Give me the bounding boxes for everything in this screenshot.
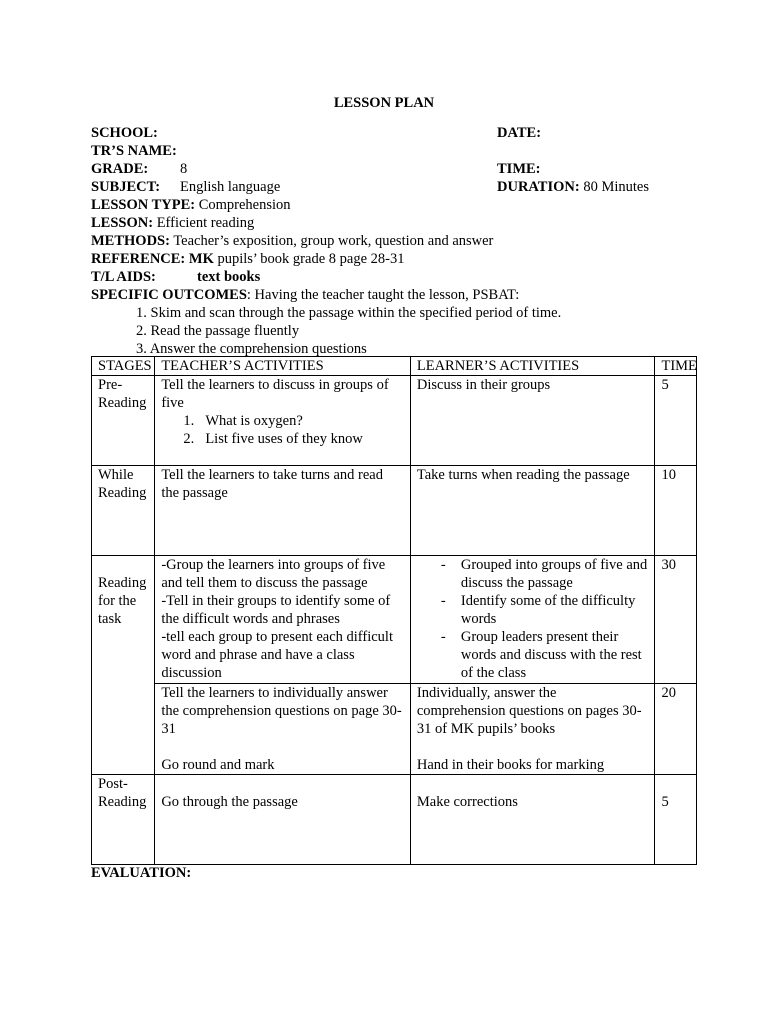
reference-label: REFERENCE: xyxy=(91,251,186,267)
question-item: 1. What is oxygen? xyxy=(183,412,404,430)
date-label: DATE: xyxy=(497,125,542,141)
time-cell: 5 xyxy=(655,376,697,466)
duration-field xyxy=(497,178,649,196)
subject-row xyxy=(91,178,711,196)
learner-list xyxy=(417,556,649,682)
lesson-value: Efficient reading xyxy=(156,215,255,231)
methods-row xyxy=(91,232,711,250)
duration-label: DURATION: xyxy=(497,179,580,195)
table-row-post-reading xyxy=(92,775,697,865)
reference-row xyxy=(91,250,711,268)
teacher-text: Go through the passage xyxy=(161,794,298,810)
teacher-text: Go round and mark xyxy=(161,757,275,773)
time-value: 5 xyxy=(661,794,669,810)
learner-cell: Take turns when reading the passage xyxy=(410,466,655,556)
aids-label: T/L AIDS: xyxy=(91,269,156,285)
stage-cell xyxy=(92,556,155,775)
question-list xyxy=(161,412,404,448)
outcome-item: 2. Read the passage fluently xyxy=(136,323,300,339)
teacher-cell xyxy=(155,376,411,466)
teacher-cell xyxy=(155,775,411,865)
stage-cell xyxy=(92,775,155,865)
subject-label: SUBJECT: xyxy=(91,179,161,195)
header-stages: STAGES xyxy=(92,357,155,376)
learner-cell xyxy=(410,556,655,684)
outcomes-label: SPECIFIC OUTCOMES xyxy=(91,287,247,303)
spacer xyxy=(417,775,649,793)
learner-item: - Grouped into groups of five and discuss the passage xyxy=(435,556,649,592)
teacher-text: Tell the learners to individually answer the comprehension questions on page 30-31 xyxy=(161,685,402,737)
grade-row xyxy=(91,160,711,178)
evaluation-label: EVALUATION: xyxy=(91,865,192,881)
time-label: TIME: xyxy=(497,161,541,177)
stage-line: Reading xyxy=(98,794,147,810)
subject-value: English language xyxy=(180,179,281,195)
stage-line: Post- xyxy=(98,776,128,792)
outcomes-intro: : Having the teacher taught the lesson, PSBAT: xyxy=(246,287,520,303)
stage-line: Reading xyxy=(98,395,147,411)
spacer xyxy=(161,775,404,793)
grade-label: GRADE: xyxy=(91,161,149,177)
learner-text: Make corrections xyxy=(416,794,518,810)
trs-name-label: TR’S NAME: xyxy=(91,143,177,159)
outcomes-list xyxy=(91,304,711,358)
spacer xyxy=(661,775,690,793)
learner-cell: Discuss in their groups xyxy=(410,376,655,466)
lesson-row xyxy=(91,214,711,232)
learner-text: Individually, answer the comprehension questions on pages 30-31 of MK pupils’ books xyxy=(416,685,642,737)
header-learner-activities: LEARNER’S ACTIVITIES xyxy=(410,357,655,376)
time-cell: 30 xyxy=(655,556,697,684)
learner-cell xyxy=(410,684,655,775)
outcome-item: 1. Skim and scan through the passage within the specified period of time. xyxy=(136,305,562,321)
lesson-type-label: LESSON TYPE: xyxy=(91,197,196,213)
learner-item: - Group leaders present their words and discuss with the rest of the class xyxy=(435,628,649,682)
stage-line: task xyxy=(98,611,122,627)
teacher-cell xyxy=(155,684,411,775)
stage-cell xyxy=(92,466,155,556)
methods-label: METHODS: xyxy=(91,233,170,249)
learner-text: Hand in their books for marking xyxy=(416,757,605,773)
lesson-type-row xyxy=(91,196,711,214)
time-cell: 20 xyxy=(655,684,697,775)
stage-line: Reading xyxy=(98,485,147,501)
school-row xyxy=(91,124,711,142)
page-title: LESSON PLAN xyxy=(333,95,435,111)
teacher-text: Tell the learners to discuss in groups of five xyxy=(161,377,389,411)
learner-cell xyxy=(410,775,655,865)
school-label: SCHOOL: xyxy=(91,125,158,141)
outcome-item: 3. Answer the comprehension questions xyxy=(136,341,367,357)
teacher-text: -Group the learners into groups of five and tell them to discuss the passage xyxy=(161,557,386,591)
aids-value: text books xyxy=(197,269,261,285)
aids-row xyxy=(91,268,711,286)
teacher-name-row xyxy=(91,142,711,160)
lesson-header xyxy=(91,124,711,358)
lesson-type-value: Comprehension xyxy=(198,197,291,213)
time-cell xyxy=(655,775,697,865)
lesson-label: LESSON: xyxy=(91,215,154,231)
table-row-individual xyxy=(92,684,697,775)
activities-table xyxy=(91,356,697,865)
header-teacher-activities: TEACHER’S ACTIVITIES xyxy=(155,357,411,376)
table-header-row xyxy=(92,357,697,376)
spacer xyxy=(417,738,649,756)
learner-item: - Identify some of the difficulty words xyxy=(435,592,649,628)
stage-line: for the xyxy=(98,593,137,609)
reference-publisher: MK xyxy=(188,251,214,267)
stage-cell xyxy=(92,376,155,466)
duration-value: 80 Minutes xyxy=(583,179,649,195)
stage-spacer xyxy=(98,556,148,574)
stage-line: While xyxy=(98,467,134,483)
table-row-while-reading xyxy=(92,466,697,556)
question-item: 2. List five uses of they know xyxy=(183,430,404,448)
teacher-cell xyxy=(155,556,411,684)
table-row-pre-reading xyxy=(92,376,697,466)
time-cell: 10 xyxy=(655,466,697,556)
reference-value: pupils’ book grade 8 page 28-31 xyxy=(217,251,405,267)
table-row-reading-task xyxy=(92,556,697,684)
teacher-cell: Tell the learners to take turns and read the passage xyxy=(155,466,411,556)
header-time: TIME xyxy=(655,357,697,376)
teacher-text: -tell each group to present each difficult word and phrase and have a class discussion xyxy=(161,629,393,681)
methods-value: Teacher’s exposition, group work, question and answer xyxy=(173,233,494,249)
stage-line: Reading xyxy=(98,575,147,591)
stage-line: Pre- xyxy=(98,377,123,393)
spacer xyxy=(161,738,404,756)
teacher-text: -Tell in their groups to identify some of the difficult words and phrases xyxy=(161,593,391,627)
grade-value: 8 xyxy=(180,161,188,177)
outcomes-row xyxy=(91,286,711,304)
